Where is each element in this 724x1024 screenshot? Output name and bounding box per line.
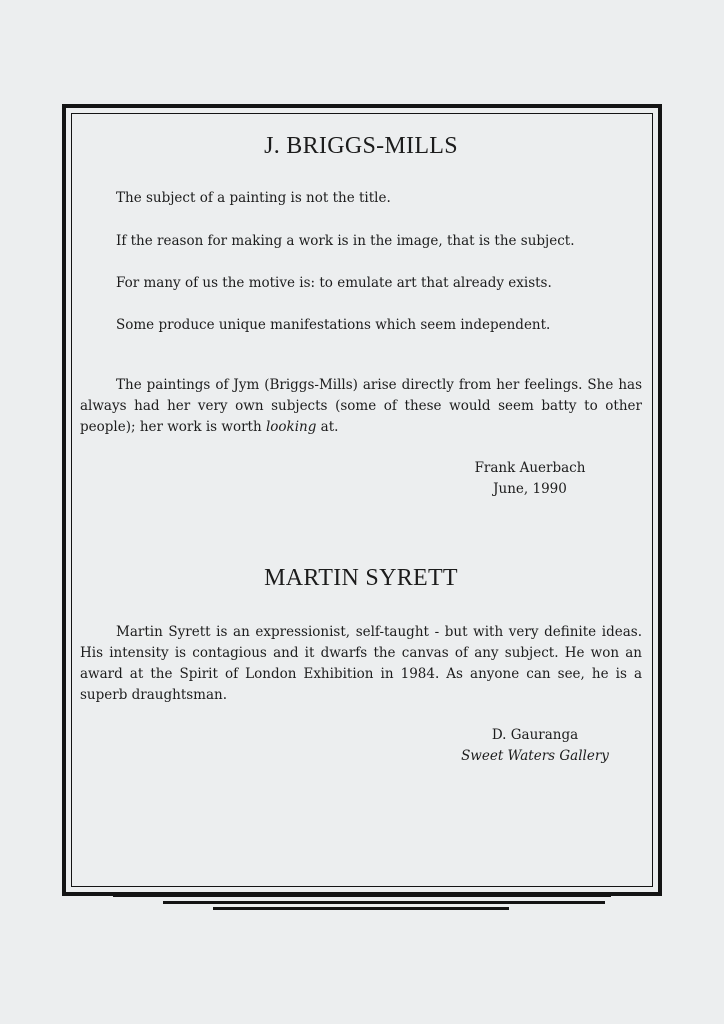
signature-name: D. Gauranga — [491, 727, 579, 743]
section1-signature — [470, 458, 590, 500]
statement-2: If the reason for making a work is in the image, that is the subject. — [116, 233, 575, 249]
section2-title: MARTIN SYRETT — [264, 565, 458, 591]
statement-4: Some produce unique manifestations which seem independent. — [116, 317, 551, 333]
section1-paragraph-text: The paintings of Jym (Briggs-Mills) arise directly from her feelings. She has always had her very own subjects (some of these would seem batty to other people); her work is worth — [80, 377, 642, 435]
signature-date: June, 1990 — [493, 481, 567, 497]
page-border-inner — [71, 113, 653, 887]
section1-paragraph — [80, 375, 642, 438]
statement-3: For many of us the motive is: to emulate art that already exists. — [116, 275, 552, 291]
section2-paragraph: Martin Syrett is an expressionist, self-taught - but with very definite ideas. His intensity is contagious and it dwarfs the canvas of any subject. He won an award at the Spirit of London Exhibition in 1984. As anyone can see, he is a superb draughtsman. — [80, 624, 642, 703]
signature-name: Frank Auerbach — [474, 460, 586, 476]
section1-paragraph-end: at. — [316, 419, 339, 435]
section1-paragraph-emphasis: looking — [265, 419, 317, 435]
base-rule-2 — [163, 901, 605, 904]
section2-signature — [455, 725, 615, 767]
base-rule-3 — [213, 907, 509, 910]
base-rule-1 — [113, 894, 611, 897]
gallery-name: Sweet Waters Gallery — [461, 748, 609, 764]
section1-title: J. BRIGGS-MILLS — [264, 133, 458, 159]
signature-gallery — [455, 746, 615, 767]
statement-1: The subject of a painting is not the title. — [116, 190, 391, 206]
